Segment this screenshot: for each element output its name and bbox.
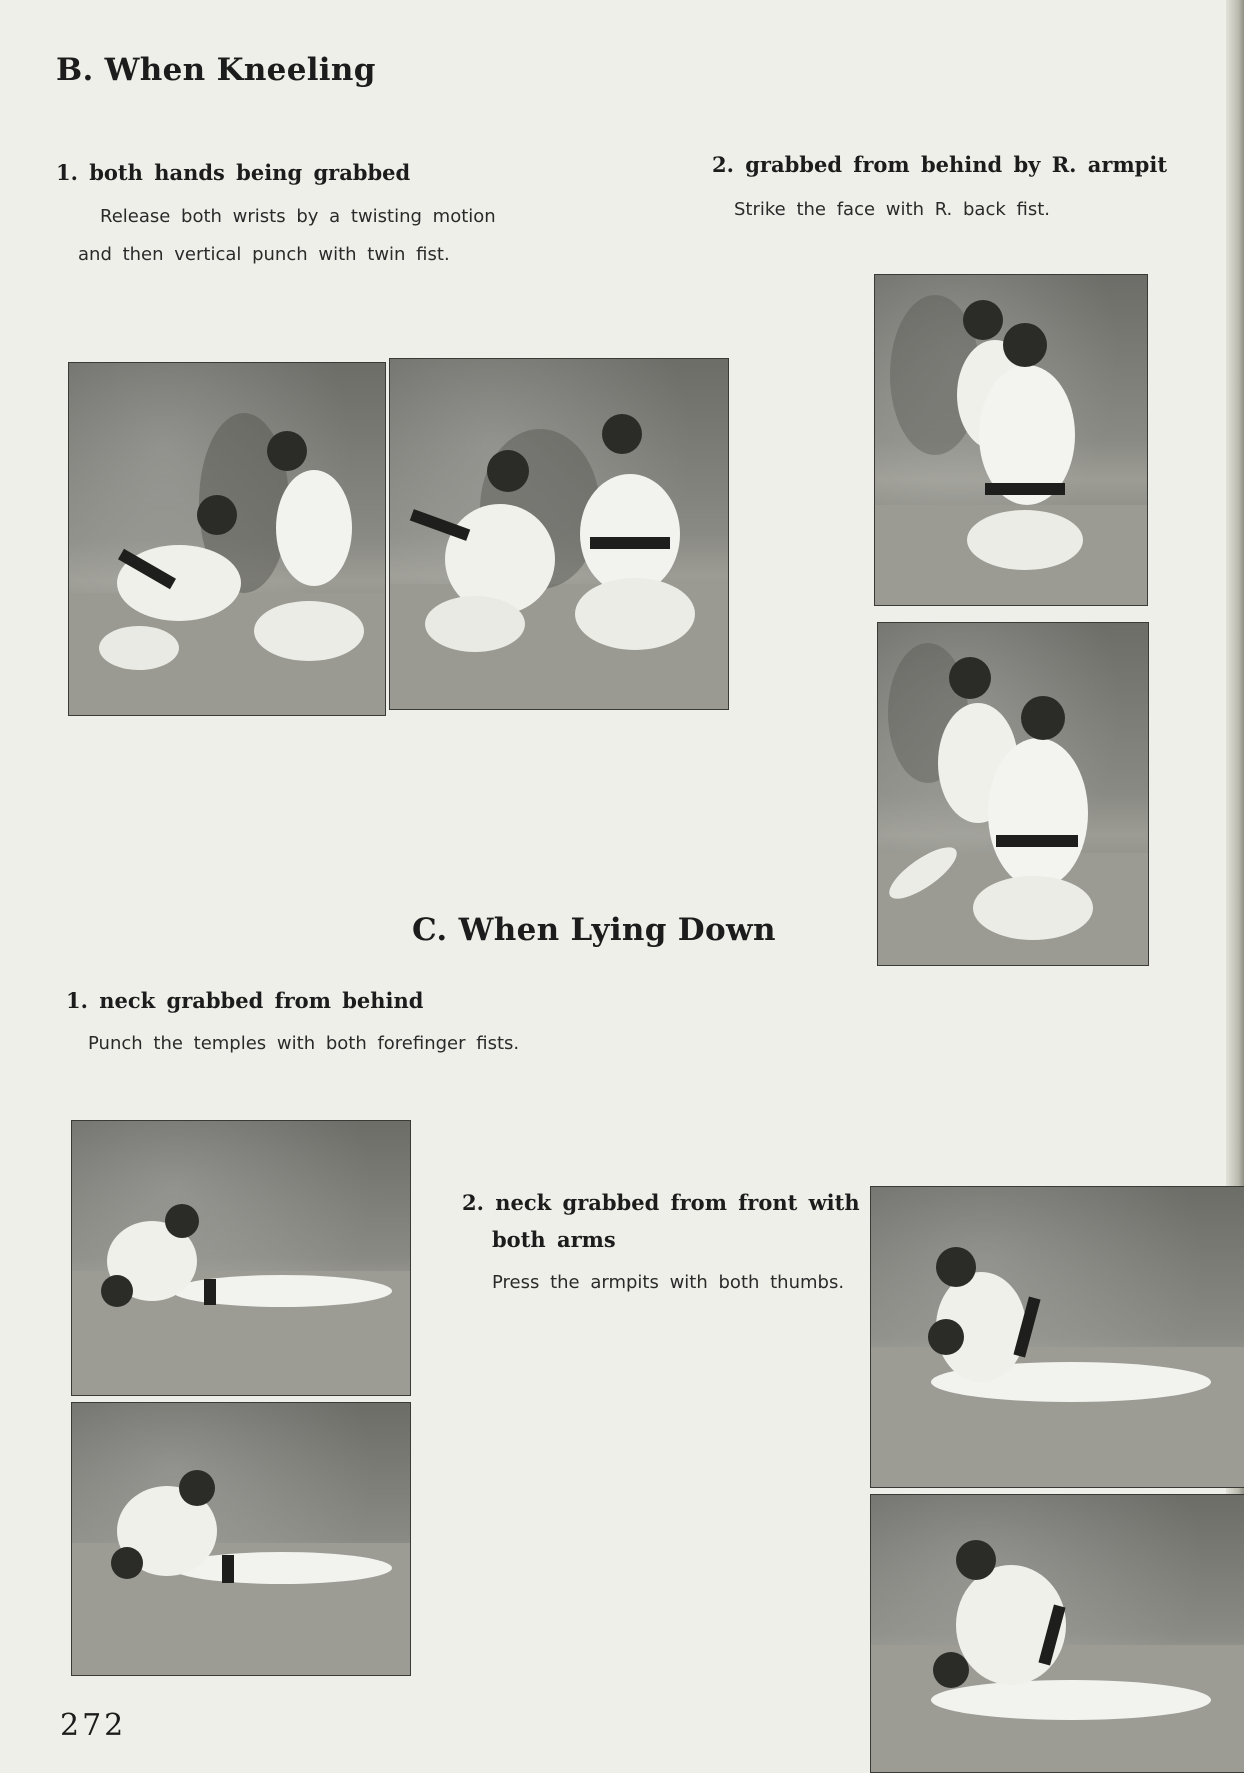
lying-item2-title-line1: 2. neck grabbed from front with — [462, 1190, 860, 1215]
photo-lying-neck-behind-2 — [71, 1402, 411, 1676]
lying-item2-title-line2: both arms — [492, 1227, 616, 1252]
kneeling-item1-text-line2: and then vertical punch with twin fist. — [78, 244, 450, 265]
kneeling-item2-text: Strike the face with R. back fist. — [734, 199, 1050, 220]
photo-kneeling-armpit-2 — [877, 622, 1149, 966]
photo-kneeling-armpit-1 — [874, 274, 1148, 606]
kneeling-item2-title: 2. grabbed from behind by R. armpit — [712, 152, 1168, 177]
lying-item1-text: Punch the temples with both forefinger fists. — [88, 1033, 520, 1054]
section-heading-lying-down: C. When Lying Down — [412, 912, 776, 948]
section-heading-kneeling: B. When Kneeling — [56, 52, 376, 88]
photo-kneeling-hands-grabbed-1 — [68, 362, 386, 716]
page-number: 272 — [60, 1708, 127, 1743]
lying-item1-title: 1. neck grabbed from behind — [66, 988, 424, 1013]
photo-lying-neck-front-2 — [870, 1494, 1244, 1773]
photo-lying-neck-front-1 — [870, 1186, 1244, 1488]
photo-lying-neck-behind-1 — [71, 1120, 411, 1396]
photo-kneeling-hands-grabbed-2 — [389, 358, 729, 710]
kneeling-item1-text-line1: Release both wrists by a twisting motion — [100, 206, 496, 227]
kneeling-item1-title: 1. both hands being grabbed — [56, 160, 411, 185]
lying-item2-text: Press the armpits with both thumbs. — [492, 1272, 845, 1293]
